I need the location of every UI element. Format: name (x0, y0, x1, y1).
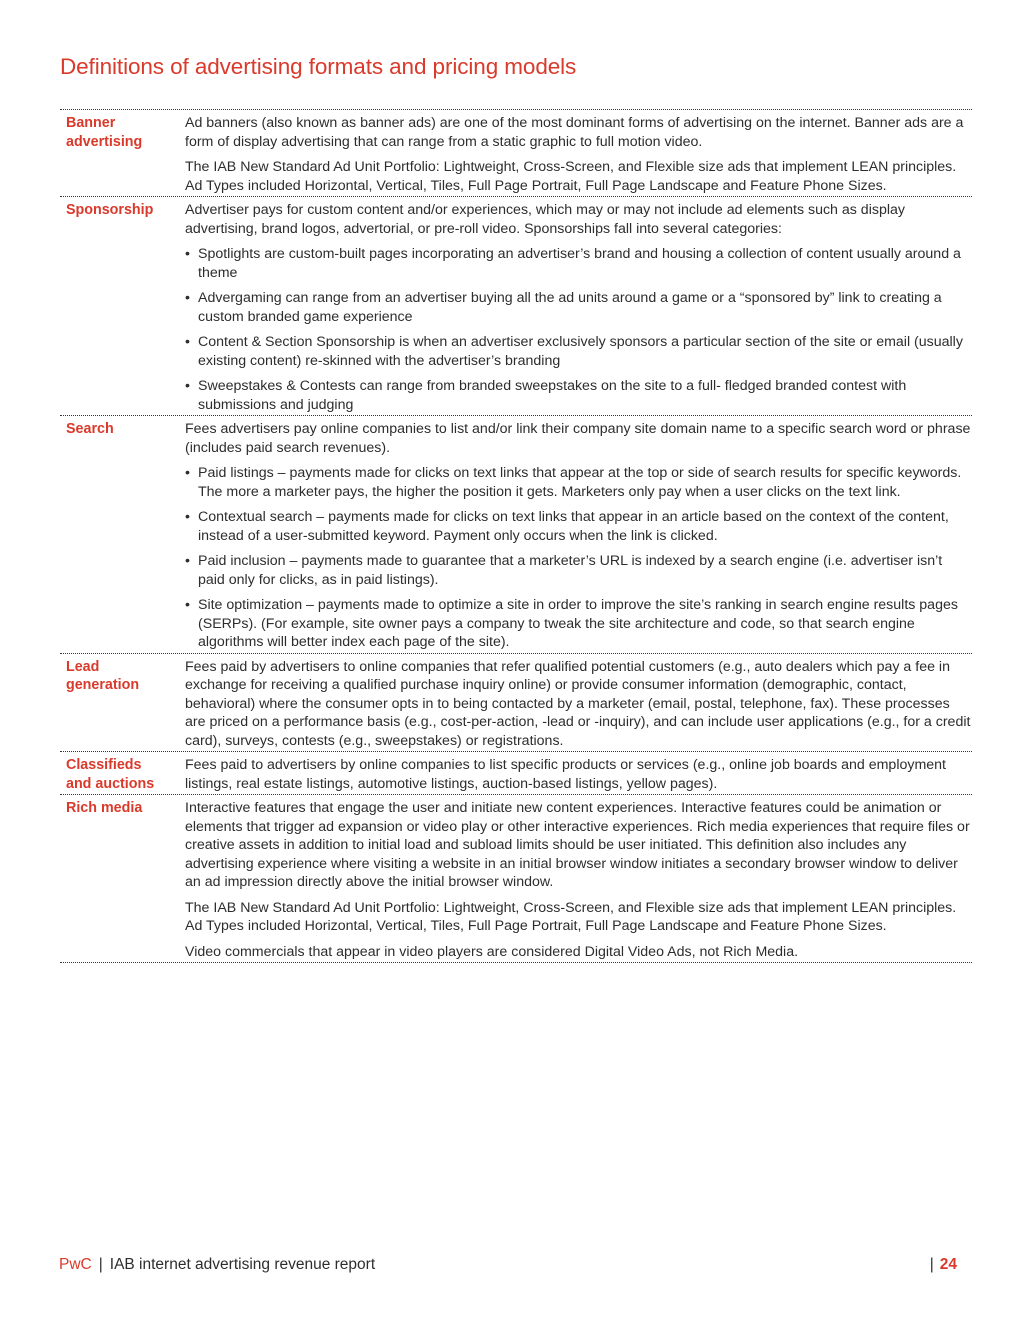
term-label: Lead generation (66, 658, 140, 693)
definition-row-rich-media (60, 795, 972, 963)
page-title: Definitions of advertising formats and pricing models (60, 54, 577, 79)
term-label: Classifieds and auctions (66, 757, 155, 792)
bullet-item: • Advergaming can range from an advertiser buying all the ad units around a game or a “sponsored by” link to creating a custom branded game experience (185, 289, 972, 326)
term-description (185, 110, 972, 196)
footer-brand: PwC (59, 1256, 92, 1273)
description-paragraph: Video commercials that appear in video players are considered Digital Video Ads, not Rich Media. (185, 943, 799, 960)
definition-row-lead-generation (60, 654, 972, 753)
page-footer (59, 1256, 375, 1274)
description-paragraph: Advertiser pays for custom content and/or experiences, which may or may not include ad elements such as display advertising, brand logos, advertorial, or pre-roll video. Sponsorships fall into several categories: (185, 202, 905, 237)
bullet-item: • Spotlights are custom-built pages incorporating an advertiser’s brand and housing a collection of content usually around a theme (185, 245, 972, 282)
definition-row-search (60, 416, 972, 654)
term-description (185, 416, 972, 653)
definition-row-classifieds-auctions (60, 752, 972, 795)
bullet-list (185, 464, 972, 652)
page-number-separator: | (929, 1256, 934, 1273)
footer-separator: | (98, 1256, 103, 1273)
description-paragraph: The IAB New Standard Ad Unit Portfolio: Lightweight, Cross-Screen, and Flexible size ads that implement LEAN principles. Ad Types included Horizontal, Vertical, Tiles, Full Page Portrait, Full Page Landscape and Feature Phone Sizes. (185, 899, 957, 934)
term-description (185, 654, 972, 752)
term-description (185, 752, 972, 794)
bullet-list (185, 245, 972, 414)
bullet-item: • Content & Section Sponsorship is when an advertiser exclusively sponsors a particular section of the site or email (usually existing content) re-skinned with the advertiser’s branding (185, 333, 972, 370)
description-paragraph: Fees advertisers pay online companies to list and/or link their company site domain name to a specific search word or phrase (includes paid search revenues). (185, 421, 971, 456)
description-paragraph: Ad banners (also known as banner ads) are one of the most dominant forms of advertising on the internet. Banner ads are a form of display advertising that can range from a static graphic to full motion video. (185, 115, 964, 150)
term-description (185, 795, 972, 962)
definition-row-banner-advertising (60, 110, 972, 197)
term-label: Search (66, 421, 114, 437)
description-paragraph: Interactive features that engage the user and initiate new content experiences. Interactive features could be animation or elements that trigger ad expansion or video play or other interactive experiences. Rich media experiences that require files or creative assets in addition to initial load and subload limits should be user initiated. This definition also includes any advertising experience where visiting a website in an initial browser window initiates a secondary browser window to deliver an ad impression directly above the initial browser window. (185, 800, 970, 890)
description-paragraph: Fees paid by advertisers to online companies that refer qualified potential customers (e.g., auto dealers which pay a fee in exchange for receiving a qualified purchase inquiry online) or provide consumer information (demographic, contact, behavioral) where the consumer opts in to being contacted by a marketer (email, postal, telephone, fax). These processes are priced on a performance basis (e.g., cost-per-action, -lead or -inquiry), and can include user applications (e.g., for a credit card), surveys, contests (e.g., sweepstakes) or registrations. (185, 658, 971, 749)
definition-row-sponsorship (60, 197, 972, 416)
bullet-item: • Contextual search – payments made for clicks on text links that appear in an article based on the context of the content, instead of a user-submitted keyword. Payment only occurs when the link is clicked. (185, 508, 972, 545)
term-description (185, 197, 972, 415)
bullet-item: • Site optimization – payments made to optimize a site in order to improve the site’s ranking in search engine results pages (SERPs). (For example, site owner pays a company to tweak the site architecture and code, so that search engine algorithms will better index each page of the site). (185, 596, 972, 652)
footer-report-title: IAB internet advertising revenue report (109, 1256, 376, 1273)
bullet-item: • Paid inclusion – payments made to guarantee that a marketer’s URL is indexed by a search engine (i.e. advertiser isn’t paid only for clicks, as in paid listings). (185, 552, 972, 589)
description-paragraph: The IAB New Standard Ad Unit Portfolio: Lightweight, Cross-Screen, and Flexible size ads that implement LEAN principles. Ad Types included Horizontal, Vertical, Tiles, Full Page Portrait, Full Page Landscape and Feature Phone Sizes. (185, 159, 957, 194)
bullet-item: • Sweepstakes & Contests can range from branded sweepstakes on the site to a full- fledged branded contest with submissions and judging (185, 377, 972, 414)
page-number: 24 (939, 1256, 957, 1273)
term-label: Sponsorship (66, 202, 154, 218)
bullet-item: • Paid listings – payments made for clicks on text links that appear at the top or side of search results for specific keywords. The more a marketer pays, the higher the position it gets. Marketers only pay when a user clicks on the text link. (185, 464, 972, 501)
definitions-table (60, 109, 972, 963)
term-label: Banner advertising (66, 115, 143, 150)
page-number-block (930, 1256, 957, 1274)
description-paragraph: Fees paid to advertisers by online companies to list specific products or services (e.g., online job boards and employment listings, real estate listings, automotive listings, auction-based listings, yellow pages). (185, 757, 946, 792)
term-label: Rich media (66, 800, 143, 816)
